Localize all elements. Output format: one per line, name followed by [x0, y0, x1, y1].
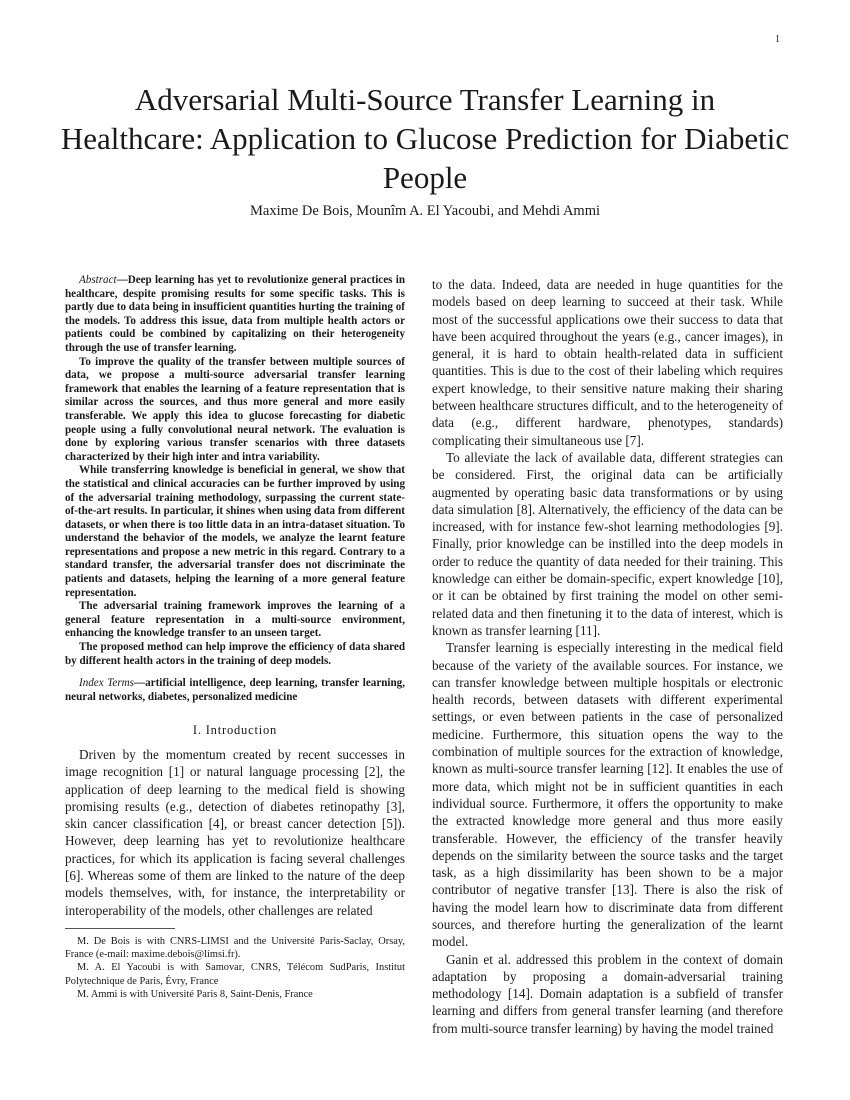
- abstract-paragraph: The proposed method can help improve the efficiency of data shared by different health actors in the training of deep models.: [65, 641, 405, 667]
- author-list: Maxime De Bois, Mounîm A. El Yacoubi, and Mehdi Ammi: [249, 203, 600, 219]
- intro-paragraph: Driven by the momentum created by recent successes in image recognition [1] or natural language processing [2], the application of deep learning to the medical field is showing promising results (e.g., detection of diabetes retinopathy [3], skin cancer classification [4], or breast cancer detection [5]). However, deep learning has yet to revolutionize healthcare practices, for which its application is facing several challenges [6]. Whereas some of them are linked to the nature of the deep models themselves, with, for instance, the interpretability or interoperability of the models, other challenges are related: [65, 747, 405, 918]
- abstract-paragraph: The adversarial training framework improves the learning of a general feature representation in a multi-source environment, enhancing the knowledge transfer to an unseen target.: [65, 600, 405, 640]
- body-paragraph: Transfer learning is especially interesting in the medical field because of the variety of the available sources. For instance, we can transfer knowledge between multiple hospitals or electronic health records, between datasets with different experimental settings, or even between patients in the case of personalized medicine. Furthermore, this situation opens the way to the combination of multiple sources for the extraction of knowledge, known as multi-source transfer learning [12]. It enables the use of more data, which might not be in sufficient quantities in each individual source. Furthermore, it offers the opportunity to make the extracted knowledge more general and thus more easily transferable. However, the efficiency of the transfer heavily depends on the similarity between the source tasks and the target task, as a high dissimilarity has been shown to be a major contributor of negative transfer [13]. There is also the risk of having the model learn how to discriminate data from different sources, and therefore hurting the generalization of the learnt model.: [432, 640, 783, 950]
- index-terms-label: Index Terms: [79, 677, 135, 690]
- right-column: [432, 276, 783, 1037]
- footnote: M. Ammi is with Université Paris 8, Saint-Denis, France: [77, 988, 313, 1000]
- intro-text: [65, 746, 405, 919]
- footnote-rule: [65, 928, 175, 929]
- abstract-paragraph: While transferring knowledge is beneficial in general, we show that the statistical and clinical accuracies can be further improved by using of the adversarial training methodology, surpassing the current state-of-the-art results. In particular, it shines when using data from different datasets, or when there is too little data in an intra-dataset situation. To understand the behavior of the models, we analyze the learnt feature representations and propose a new metric in this regard. Contrary to a standard transfer, the adversarial transfer does not discriminate the patients and datasets, helping the learning of a more general feature representation.: [65, 464, 405, 599]
- paper-title: Adversarial Multi-Source Transfer Learning in Healthcare: Application to Glucose Prediction for Diabetic People: [60, 82, 790, 195]
- footnote: M. De Bois is with CNRS-LIMSI and the Université Paris-Saclay, Orsay, France (e-mail: maxime.debois@limsi.fr).: [65, 935, 405, 961]
- section-heading: I. Introduction: [192, 723, 278, 738]
- abstract-label: Abstract: [79, 274, 117, 286]
- abstract-paragraph: Abstract—Deep learning has yet to revolutionize general practices in healthcare, despite promising results for some specific tasks. This is partly due to data being in insufficient quantities hurting the training of the models. To address this issue, data from multiple health actors or patients could be combined by capitalizing on their heterogeneity through the use of transfer learning.: [65, 274, 405, 354]
- page-number: 1: [775, 34, 780, 45]
- index-terms: Index Terms—artificial intelligence, deep learning, transfer learning, neural networks, diabetes, personalized medicine: [65, 677, 405, 703]
- body-paragraph: To alleviate the lack of available data, different strategies can be considered. First, the original data can be artificially augmented by operating basic data transformations or by using data simulation [8]. Alternatively, the efficiency of the data can be increased, with for instance few-shot learning methodologies [9]. Finally, prior knowledge can be instilled into the deep models in order to reduce the quantity of data needed for their training. This knowledge can either be domain-specific, expert knowledge [10], or it can be obtained by first training the model on other semi-related data and then finetuning it to the data of interest, which is known as transfer learning [11].: [432, 449, 783, 638]
- abstract-paragraph: To improve the quality of the transfer between multiple sources of data, we propose a multi-source adversarial transfer learning framework that enables the learning of a feature representation that is similar across the sources, and thus more general and more easily transferable. We apply this idea to glucose forecasting for diabetic people using a fully convolutional neural network. The evaluation is done by exploring various transfer scenarios with three datasets characterized by their high inter and intra variability.: [65, 355, 405, 463]
- footnote: M. A. El Yacoubi is with Samovar, CNRS, Télécom SudParis, Institut Polytechnique de Paris, Évry, France: [65, 962, 405, 987]
- body-paragraph: to the data. Indeed, data are needed in huge quantities for the models based on deep learning to succeed at their task. While most of the successful applications owe their success to data that have been acquired throughout the years (e.g., cancer images), in general, it is hard to obtain health-related data in sufficient quantities. This is due to the cost of their labeling which requires expert knowledge, to their sensitive nature making their sharing between healthcare structures difficult, and to the heterogeneity of data (e.g., different hardware, phenotypes, standards) complicating their simultaneous use [7].: [432, 277, 783, 448]
- abstract: [65, 274, 405, 668]
- footnotes: [65, 935, 405, 1001]
- body-paragraph: Ganin et al. addressed this problem in the context of domain adaptation by proposing a domain-adversarial training methodology [14]. Domain adaptation is a subfield of transfer learning and differs from general transfer learning (and therefore from multi-source transfer learning) by having the model trained: [432, 951, 783, 1036]
- left-column: [65, 274, 405, 1001]
